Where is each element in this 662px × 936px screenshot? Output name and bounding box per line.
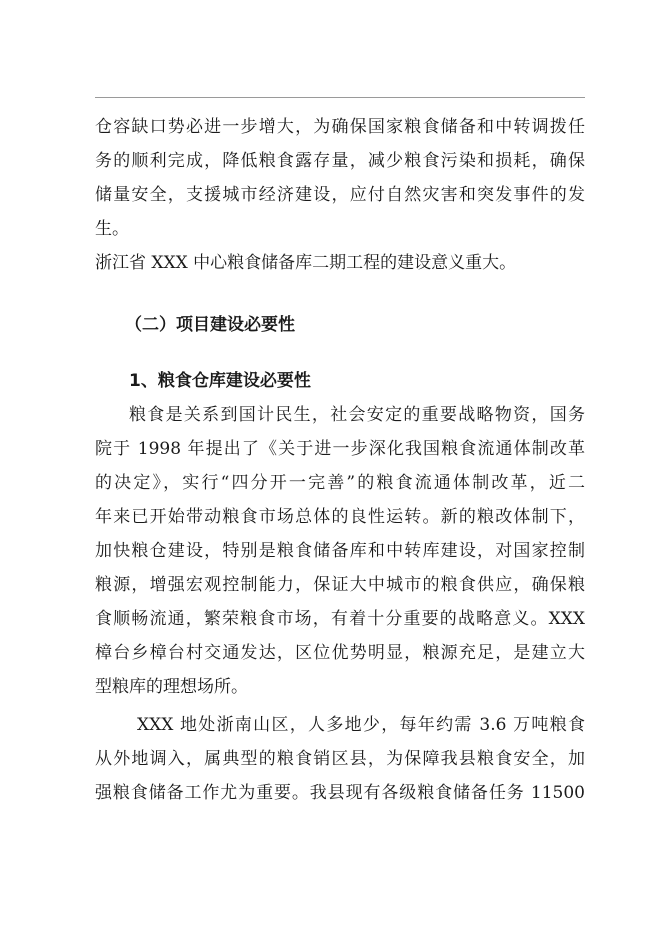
header-divider <box>95 97 585 98</box>
text-line: 加快粮仓建设，特别是粮食储备库和中转库建设，对国家控制 <box>95 541 585 561</box>
text-line: 从外地调入，属典型的粮食销区县，为保障我县粮食安全，加 <box>95 749 585 769</box>
text-line: 生。 <box>95 219 129 239</box>
text-line: 的决定》，实行“四分开一完善”的粮食流通体制改革，近二 <box>95 473 585 493</box>
text-line: 年来已开始带动粮食市场总体的良性运转。新的粮改体制下， <box>95 507 585 527</box>
text-line: 粮食是关系到国计民生，社会安定的重要战略物资，国务 <box>129 405 585 425</box>
intro-paragraph <box>95 110 585 246</box>
paragraph-two <box>95 708 585 810</box>
text-line: 院于 1998 年提出了《关于进一步深化我国粮食流通体制改革 <box>95 439 585 459</box>
document-body <box>95 110 585 810</box>
text-line: 樟台乡樟台村交通发达，区位优势明显，粮源充足，是建立大 <box>95 643 585 663</box>
text-line: 仓容缺口势必进一步增大，为确保国家粮食储备和中转调拨任 <box>95 117 585 137</box>
text-line: 强粮食储备工作尤为重要。我县现有各级粮食储备任务 11500 <box>95 783 585 803</box>
paragraph-one <box>95 398 585 704</box>
text-line: 务的顺利完成，降低粮食露存量，减少粮食污染和损耗，确保 <box>95 151 585 171</box>
summary-line: 浙江省 XXX 中心粮食储备库二期工程的建设意义重大。 <box>95 253 517 273</box>
text-line: 粮源，增强宏观控制能力，保证大中城市的粮食供应，确保粮 <box>95 575 585 595</box>
subsection-heading: 1、粮食仓库建设必要性 <box>129 371 311 391</box>
text-line: XXX 地处浙南山区，人多地少，每年约需 3.6 万吨粮食 <box>137 715 585 735</box>
text-line: 食顺畅流通，繁荣粮食市场，有着十分重要的战略意义。XXX <box>95 609 585 629</box>
text-line: 储量安全，支援城市经济建设，应付自然灾害和突发事件的发 <box>95 185 585 205</box>
section-heading: （二）项目建设必要性 <box>125 315 295 335</box>
text-line: 型粮库的理想场所。 <box>95 677 248 697</box>
